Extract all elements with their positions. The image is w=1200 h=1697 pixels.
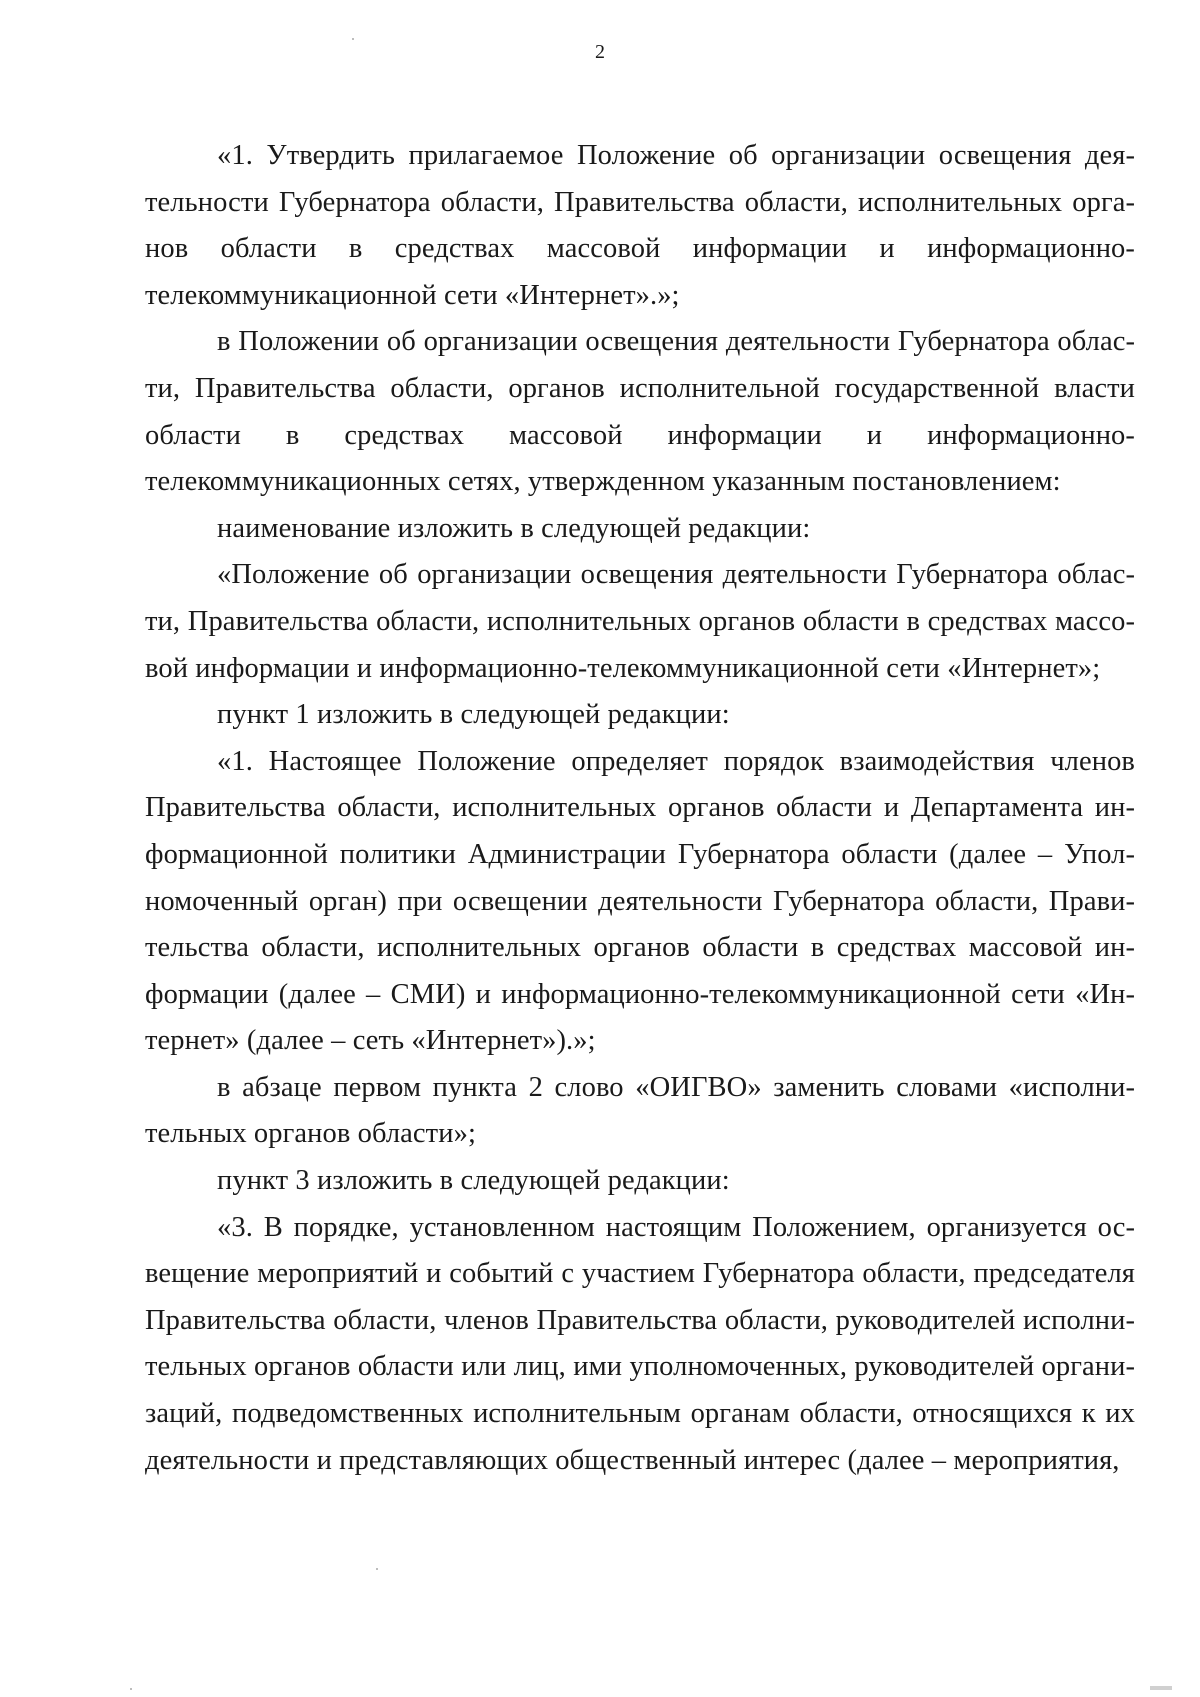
paragraph-point-3-text: «3. В порядке, установленном настоящим Положением, организуется освещение мероприятий и событий с участием Губернатора области, председателя Правительства области, членов Правительства области, руководителей исполнительных органов области или лиц, ими уполномоченных, руководителей организаций, подведомственных исполнительным органам области, относящихся к их деятельности и представляющих общественный интерес (далее – мероприятия,: [145, 1211, 1135, 1476]
paragraph-point-1-instruction: пункт 1 изложить в следующей редакции:: [217, 699, 730, 731]
page-number: 2: [595, 41, 605, 63]
paragraph-point-2-amendment: в абзаце первом пункта 2 слово «ОИГВО» заменить словами «исполнительных органов области»;: [145, 1071, 1135, 1150]
paragraph-point-3-instruction: пункт 3 изложить в следующей редакции:: [217, 1165, 730, 1197]
scan-speck: [130, 1688, 132, 1690]
paragraph-title-instruction: наименование изложить в следующей редакции:: [217, 512, 811, 544]
paragraph-new-title: «Положение об организации освещения деятельности Губернатора области, Правительства области, исполнительных органов области в средствах массовой информации и информационно-телекоммуникационной сети «Интернет»;: [145, 559, 1135, 684]
paragraph-approve-regulation: «1. Утвердить прилагаемое Положение об организации освещения деятельности Губернатора области, Правительства области, исполнительных органов области в средствах массовой информации и информационно-телекоммуникационной сети «Интернет».»;: [145, 140, 1135, 311]
paragraph-point-1-text: «1. Настоящее Положение определяет порядок взаимодействия членов Правительства области, исполнительных органов области и Департамента информационной политики Администрации Губернатора области (далее – Уполномоченный орган) при освещении деятельности Губернатора области, Правительства области, исполнительных органов области в средствах массовой информации (далее – СМИ) и информационно-телекоммуникационной сети «Интернет» (далее – сеть «Интернет»).»;: [145, 745, 1135, 1057]
paragraph-amend-regulation: в Положении об организации освещения деятельности Губернатора области, Правительства области, органов исполнительной государственной власти области в средствах массовой информации и информационно-телекоммуникационных сетях, утвержденном указанным постановлением:: [145, 326, 1135, 498]
document-body: [145, 133, 1135, 1484]
scan-edge-mark: [1150, 1686, 1172, 1690]
scan-speck: [376, 1568, 378, 1570]
scan-speck: [352, 38, 354, 40]
